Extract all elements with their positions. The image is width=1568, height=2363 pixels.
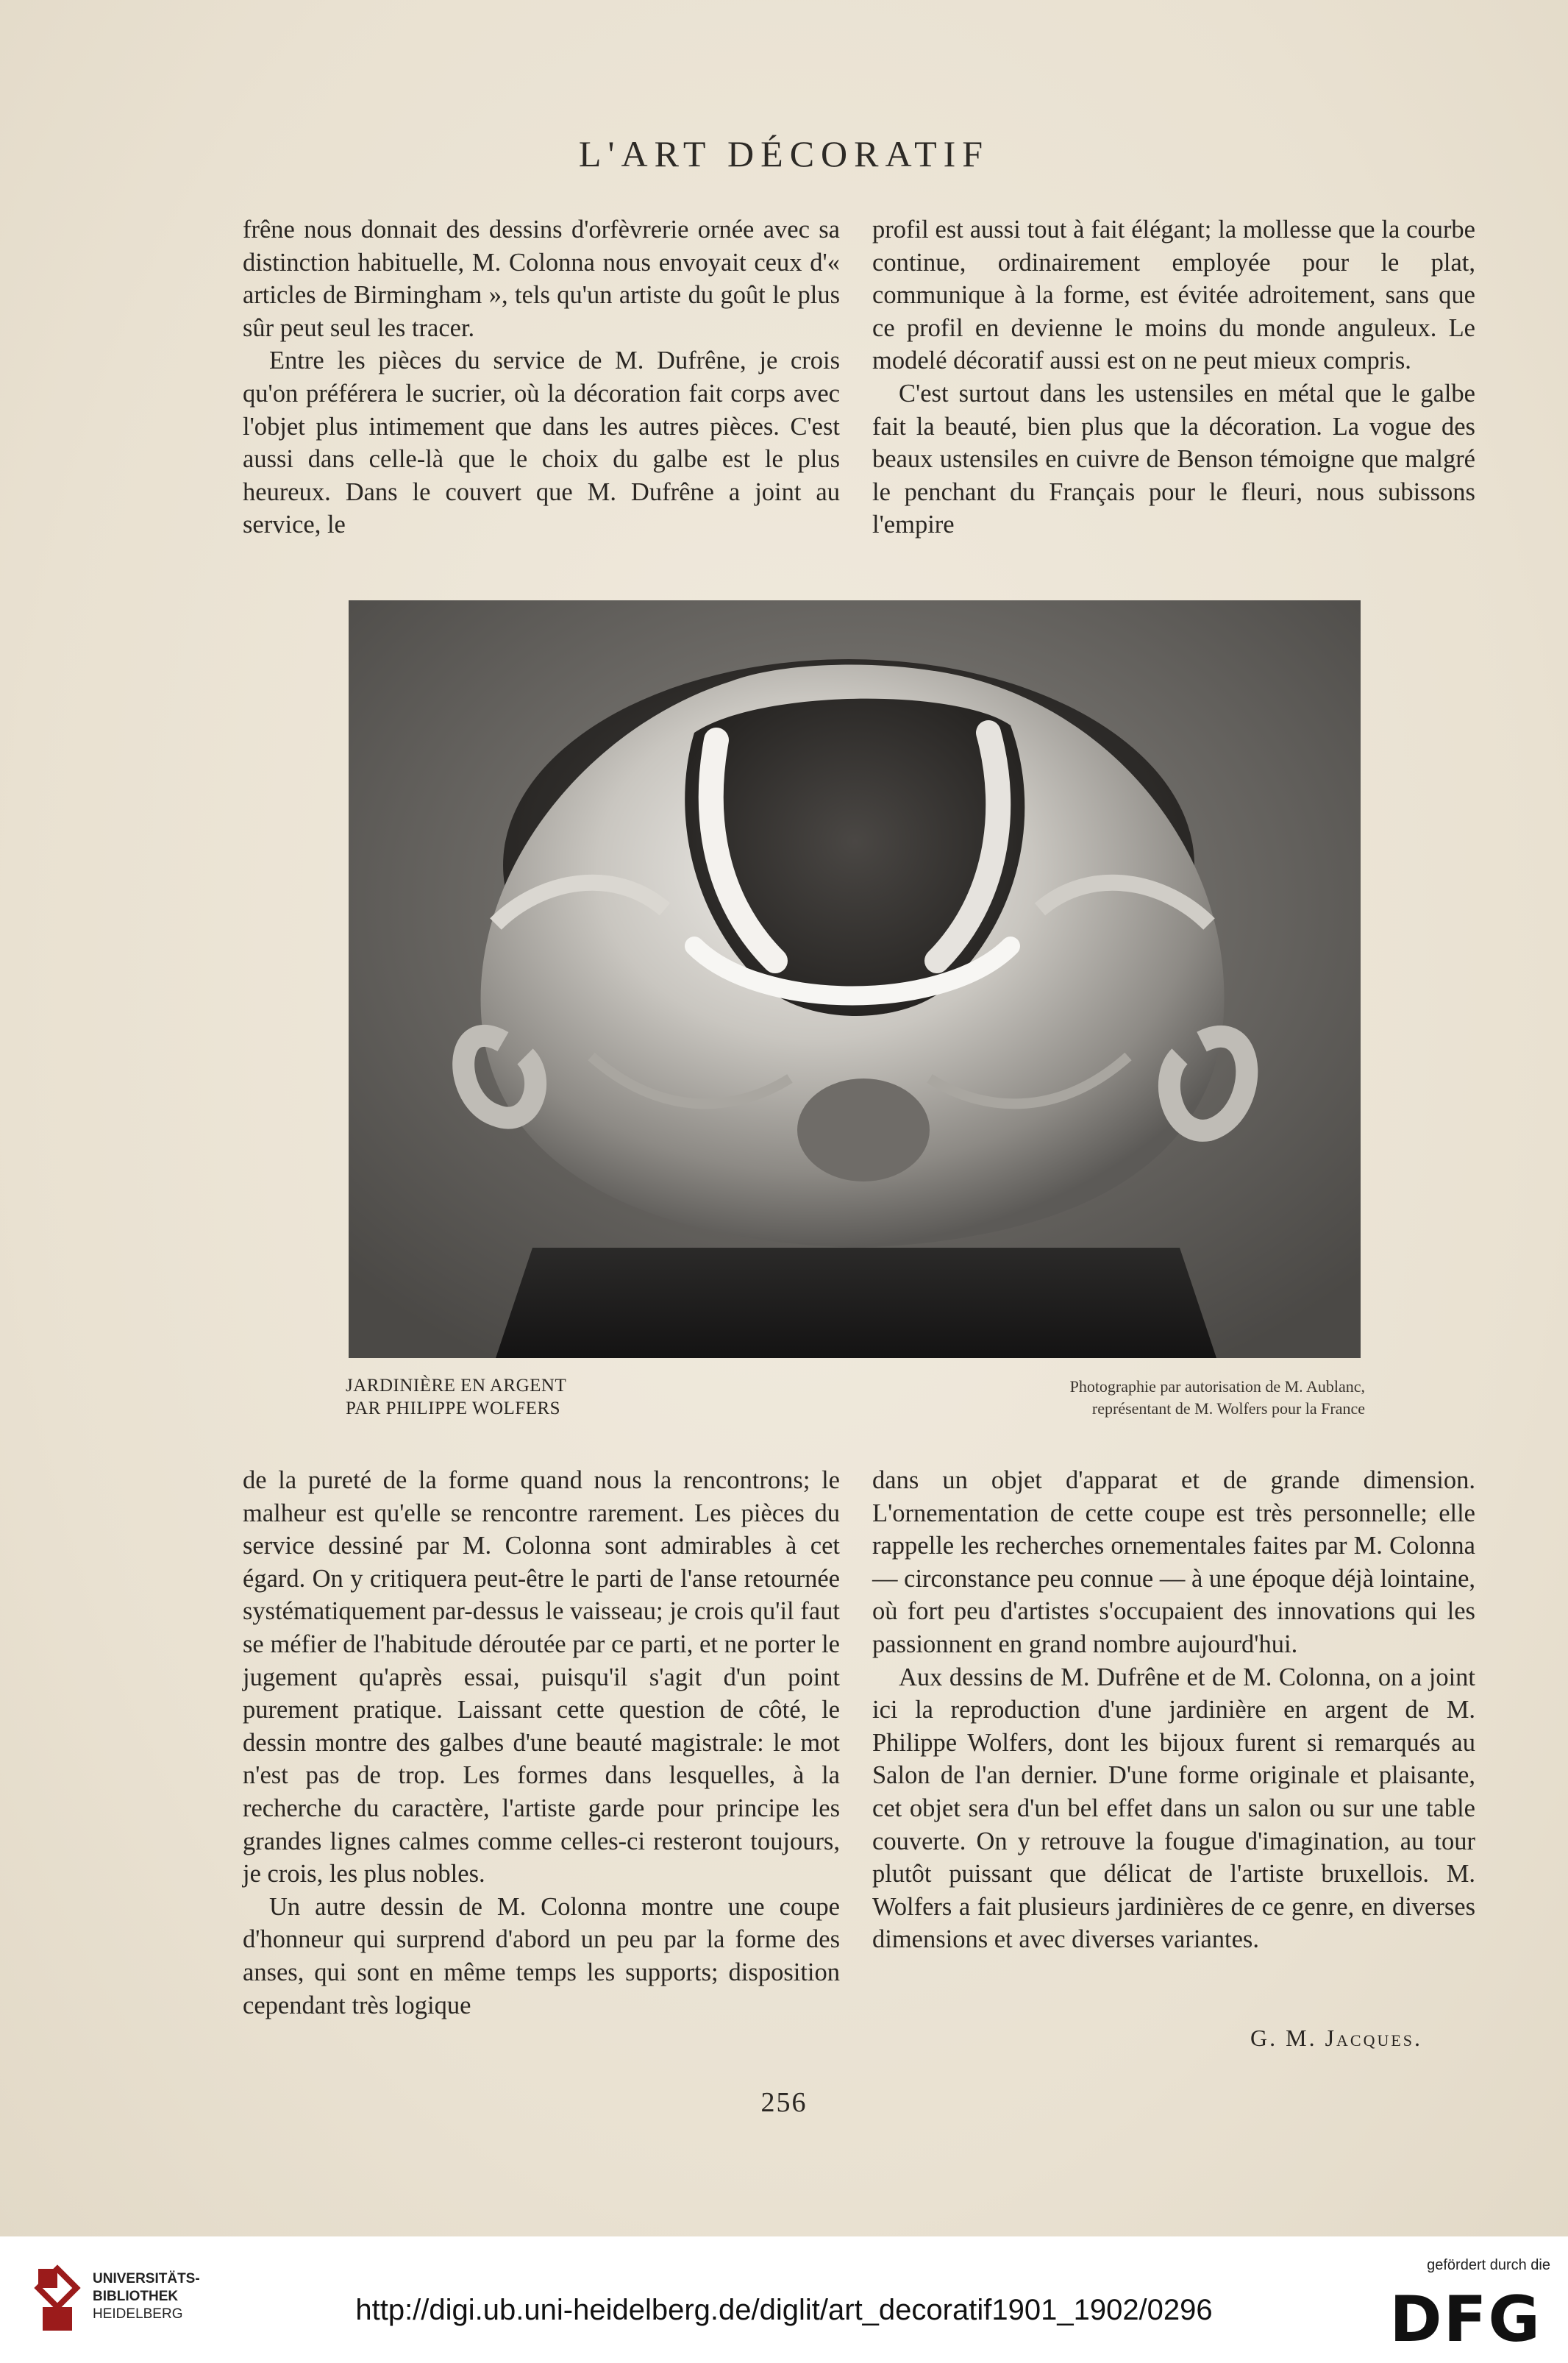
- column-bottom-right: [872, 1464, 1475, 1956]
- jardiniere-photograph: [349, 600, 1361, 1358]
- page-number: 256: [760, 2087, 808, 2118]
- credit-line: représentant de M. Wolfers pour la France: [1091, 1399, 1365, 1418]
- university-name-line: BIBLIOTHEK: [93, 2289, 179, 2304]
- author-signature: [1250, 2025, 1422, 2052]
- permalink-url[interactable]: http://digi.ub.uni-heidelberg.de/diglit/art_decoratif1901_1902/0296: [355, 2294, 1213, 2326]
- paragraph: dans un objet d'apparat et de grande dimension. L'ornementation de cette coupe est très personnelle; elle rappelle les recherches ornementales faites par M. Colonna — circonstance peu connue — à une époque déjà lointaine, où fort peu d'artistes s'occupaient des innovations qui les passionnent en grand nombre aujourd'hui.: [872, 1466, 1476, 1658]
- running-head: L'ART DÉCORATIF: [578, 133, 990, 174]
- caption-line: PAR PHILIPPE WOLFERS: [346, 1399, 561, 1418]
- university-name-line: HEIDELBERG: [93, 2306, 183, 2322]
- credit-line: Photographie par autorisation de M. Aublanc,: [1069, 1377, 1365, 1396]
- photo-credit: [949, 1376, 1365, 1420]
- author-initials: G. M.: [1250, 2025, 1317, 2051]
- paragraph: Aux dessins de M. Dufrêne et de M. Colonna, on a joint ici la reproduction d'une jardinière en argent de M. Philippe Wolfers, dont les bijoux furent si remarqués au Salon de l'an dernier. D'une forme originale et plaisante, cet objet sera d'un bel effet dans un salon ou sur une table couverte. On y retrouve la fougue d'imagination, au tour plutôt puissant que délicat de l'artiste bruxellois. M. Wolfers a fait plusieurs jardinières de ce genre, en diverses dimensions et avec diverses variantes.: [872, 1663, 1475, 1954]
- paragraph: profil est aussi tout à fait élégant; la mollesse que la courbe continue, ordinairement employée pour le plat, communique à la forme, est évitée adroitement, sans que ce profil en devienne le moins du monde anguleux. Le modelé décoratif aussi est on ne peut mieux compris.: [872, 216, 1475, 375]
- author-surname: Jacques.: [1325, 2025, 1423, 2051]
- paragraph: frêne nous donnait des dessins d'orfèvrerie ornée avec sa distinction habituelle, M. Colonna nous envoyait ceux d'« articles de Birmingham », tels qu'un artiste du goût le plus sûr peut seul les tracer.: [243, 216, 840, 342]
- digitization-footer: [0, 2236, 1568, 2363]
- figure-caption: [346, 1374, 566, 1420]
- column-top-left: [243, 213, 840, 541]
- caption-line: JARDINIÈRE EN ARGENT: [346, 1376, 567, 1396]
- university-name-line: UNIVERSITÄTS-: [93, 2271, 200, 2286]
- paragraph: de la pureté de la forme quand nous la rencontrons; le malheur est qu'elle se rencontre rarement. Les pièces du service dessiné par M. Colonna sont admirables à cet égard. On y critiquera peut-être le parti de l'anse retournée systématiquement par-dessus le vaisseau; je crois qu'il faut se méfier de l'habitude déroutée par ce parti, et ne porter le jugement qu'après essai, puisqu'il s'agit d'un point purement pratique. Laissant cette question de côté, le dessin montre des galbes d'une beauté magistrale: le mot n'est pas de trop. Les formes dans lesquelles, à la recherche du caractère, l'artiste garde pour principe les grandes lignes calmes comme celles-ci resteront toujours, je crois, les plus nobles.: [243, 1466, 840, 1888]
- column-top-right: [872, 213, 1475, 541]
- jardiniere-illustration: [349, 600, 1361, 1358]
- dfg-logo: DFG: [1389, 2283, 1542, 2356]
- column-bottom-left: [243, 1464, 840, 2022]
- paragraph: Un autre dessin de M. Colonna montre une coupe d'honneur qui surprend d'abord un peu par la forme des anses, qui sont en même temps les supports; disposition cependant très logique: [243, 1892, 840, 2019]
- funding-note: gefördert durch die: [1427, 2257, 1550, 2273]
- paragraph: C'est surtout dans les ustensiles en métal que le galbe fait la beauté, bien plus que la décoration. La vogue des beaux ustensiles en cuivre de Benson témoigne que malgré le penchant du Français pour le fleuri, nous subissons l'empire: [872, 379, 1475, 539]
- paragraph: Entre les pièces du service de M. Dufrêne, je crois qu'on préférera le sucrier, où la décoration fait corps avec l'objet plus intimement que dans les autres pièces. C'est aussi dans celle-là que le choix du galbe est le plus heureux. Dans le couvert que M. Dufrêne a joint au service, le: [243, 347, 840, 539]
